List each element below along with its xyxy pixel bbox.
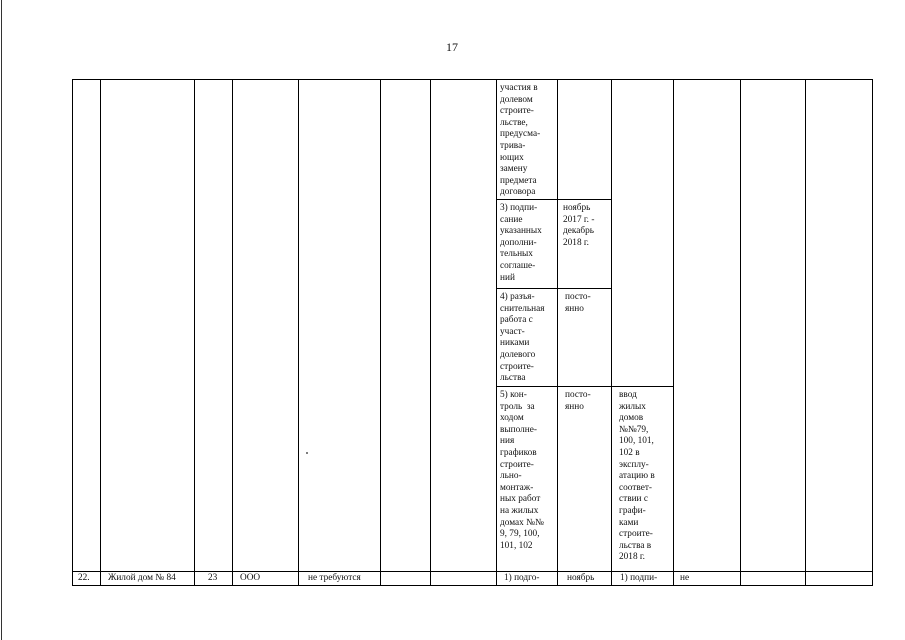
table-top-border — [72, 79, 872, 80]
row-separator — [496, 386, 673, 387]
column-line — [611, 79, 612, 586]
column-line — [72, 79, 73, 586]
row-22-number: 22. — [78, 573, 90, 583]
column-line — [100, 79, 101, 586]
row-22-measure: 1) подго- — [504, 573, 540, 583]
row-separator — [496, 288, 611, 289]
row-separator — [496, 199, 611, 200]
column-line — [298, 79, 299, 586]
measure-2-continuation: участия в долевом строите- льстве, предусма- трива- ющих замену предмета договора — [500, 83, 541, 198]
row-22-bottom-border — [72, 585, 872, 586]
page-left-edge — [1, 0, 2, 640]
column-line — [430, 79, 431, 586]
measure-5-result: ввод жилых домов №№79, 100, 101, 102 в эксплу- атацию в соответ- ствии с графи- ками строите- льства в 2018 г. — [619, 390, 655, 563]
column-line — [496, 79, 497, 586]
column-line — [380, 79, 381, 586]
column-line — [673, 79, 674, 586]
measure-5-text: 5) кон- троль за ходом выполне- ния графиков строите- льно- монтаж- ных работ на жилых домах №№ 9, 79, 100, 101, 102 — [500, 390, 544, 551]
column-line — [557, 79, 558, 586]
scan-speck — [306, 452, 308, 454]
page-number: 17 — [446, 40, 458, 54]
measure-3-term: ноябрь 2017 г. - декабрь 2018 г. — [563, 203, 595, 248]
column-line — [872, 79, 873, 586]
column-line — [232, 79, 233, 586]
row-22-term: ноябрь — [567, 573, 595, 583]
column-line — [740, 79, 741, 586]
row-22-top-border — [72, 571, 872, 572]
row-22-object: Жилой дом № 84 — [108, 573, 176, 583]
row-22-note: не — [680, 573, 690, 583]
measure-4-text: 4) разъя- снительная работа с участ- никами долевого строите- льства — [500, 292, 545, 384]
measure-3-text: 3) подпи- сание указанных дополни- тельных соглаше- ний — [500, 203, 542, 283]
column-line — [805, 79, 806, 586]
row-22-developer: ООО — [240, 573, 261, 583]
row-22-requirement: не требуются — [308, 573, 361, 583]
row-22-result: 1) подпи- — [620, 573, 658, 583]
measure-4-term: посто- янно — [565, 292, 591, 314]
column-line — [194, 79, 195, 586]
row-22-count: 23 — [208, 573, 218, 583]
measure-5-term: посто- янно — [565, 390, 591, 412]
